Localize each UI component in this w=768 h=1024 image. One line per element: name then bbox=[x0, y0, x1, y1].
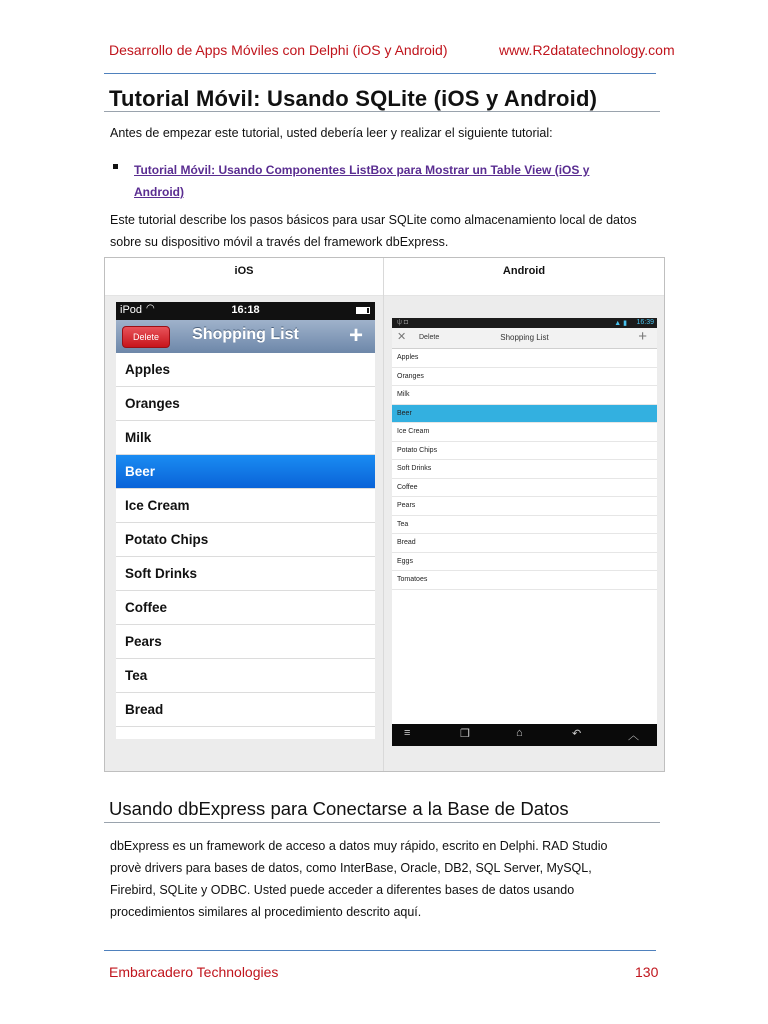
ios-list-item[interactable]: Milk bbox=[116, 421, 375, 455]
title-underline bbox=[104, 111, 660, 112]
ios-screen bbox=[116, 302, 375, 739]
android-column-label: Android bbox=[502, 265, 546, 277]
android-status-bar bbox=[392, 318, 657, 328]
ios-list-item[interactable]: Apples bbox=[116, 353, 375, 387]
ios-status-bar bbox=[116, 302, 375, 320]
footer-page-number: 130 bbox=[635, 964, 659, 980]
description-line-1: Este tutorial describe los pasos básicos para usar SQLite como almacenamiento local de datos bbox=[110, 213, 637, 227]
chevron-up-icon[interactable]: ︿ bbox=[628, 730, 639, 742]
ios-list-item[interactable]: Beer bbox=[116, 455, 375, 489]
android-list-item[interactable]: Tomatoes bbox=[392, 571, 657, 590]
usb-icon: ψ ◘ bbox=[397, 319, 409, 326]
prereq-tutorial-link[interactable] bbox=[134, 159, 654, 203]
ios-nav-title: Shopping List bbox=[192, 326, 299, 343]
android-list-item[interactable]: Coffee bbox=[392, 479, 657, 498]
wifi-icon: ◠ bbox=[146, 303, 155, 314]
android-list bbox=[392, 349, 657, 590]
close-icon[interactable]: ✕ bbox=[397, 331, 407, 343]
ios-delete-button[interactable]: Delete bbox=[122, 326, 170, 348]
android-list-item[interactable]: Milk bbox=[392, 386, 657, 405]
body-line-1: dbExpress es un framework de acceso a datos muy rápido, escrito en Delphi. RAD Studio bbox=[110, 839, 608, 853]
intro-paragraph: Antes de empezar este tutorial, usted debería leer y realizar el siguiente tutorial: bbox=[110, 126, 553, 140]
ios-list-item[interactable]: Coffee bbox=[116, 591, 375, 625]
section-underline bbox=[104, 822, 660, 823]
ios-list-item[interactable]: Bread bbox=[116, 693, 375, 727]
body-line-4: procedimientos similares al procedimiento descrito aquí. bbox=[110, 905, 422, 919]
prereq-link-line2: Android) bbox=[134, 185, 184, 199]
android-delete-button[interactable]: Delete bbox=[419, 334, 440, 341]
body-line-2: provè drivers para bases de datos, como InterBase, Oracle, DB2, SQL Server, MySQL, bbox=[110, 861, 592, 875]
android-add-button[interactable]: + bbox=[638, 328, 647, 345]
android-screen bbox=[392, 318, 657, 746]
page-title: Tutorial Móvil: Usando SQLite (iOS y Android) bbox=[109, 86, 598, 111]
android-title: Shopping List bbox=[500, 333, 549, 342]
android-action-bar bbox=[392, 328, 657, 349]
android-time: 16:39 bbox=[636, 319, 654, 326]
android-list-item[interactable]: Pears bbox=[392, 497, 657, 516]
home-icon[interactable]: ⌂ bbox=[516, 727, 523, 739]
prereq-link-line1: Tutorial Móvil: Usando Componentes ListBox para Mostrar un Table View (iOS y bbox=[134, 163, 590, 177]
android-list-item[interactable]: Beer bbox=[392, 405, 657, 424]
section-heading: Usando dbExpress para Conectarse a la Base de Datos bbox=[109, 798, 569, 819]
android-list-item[interactable]: Bread bbox=[392, 534, 657, 553]
android-list-item[interactable]: Eggs bbox=[392, 553, 657, 572]
android-list-item[interactable]: Potato Chips bbox=[392, 442, 657, 461]
ios-time: 16:18 bbox=[231, 304, 260, 316]
ios-list-item[interactable]: Soft Drinks bbox=[116, 557, 375, 591]
figure-column-divider bbox=[383, 258, 384, 771]
footer-rule bbox=[104, 950, 656, 951]
ios-list bbox=[116, 353, 375, 727]
ios-list-item[interactable]: Tea bbox=[116, 659, 375, 693]
footer-company: Embarcadero Technologies bbox=[109, 964, 279, 980]
ios-carrier: iPod bbox=[120, 304, 143, 316]
body-line-3: Firebird, SQLite y ODBC. Usted puede acceder a diferentes bases de datos usando bbox=[110, 883, 575, 897]
battery-icon bbox=[356, 307, 370, 314]
android-nav-bar bbox=[392, 724, 657, 746]
ios-list-item[interactable]: Oranges bbox=[116, 387, 375, 421]
menu-icon[interactable]: ≡ bbox=[404, 727, 411, 739]
android-list-item[interactable]: Apples bbox=[392, 349, 657, 368]
header-website: www.R2datatechnology.com bbox=[499, 42, 675, 58]
ios-list-item[interactable]: Potato Chips bbox=[116, 523, 375, 557]
android-list-item[interactable]: Soft Drinks bbox=[392, 460, 657, 479]
ios-nav-bar bbox=[116, 320, 375, 353]
signal-icon: ▲ ▮ bbox=[614, 320, 627, 327]
header-book-title: Desarrollo de Apps Móviles con Delphi (iOS y Android) bbox=[109, 42, 448, 58]
description-line-2: sobre su dispositivo móvil a través del framework dbExpress. bbox=[110, 235, 449, 249]
android-list-item[interactable]: Oranges bbox=[392, 368, 657, 387]
header-rule bbox=[104, 73, 656, 74]
ios-column-label: iOS bbox=[234, 265, 254, 277]
bullet-icon bbox=[113, 164, 118, 169]
screenshot-figure bbox=[104, 257, 665, 772]
ios-list-item[interactable]: Ice Cream bbox=[116, 489, 375, 523]
ios-add-button[interactable]: + bbox=[348, 322, 363, 349]
ios-list-item[interactable]: Pears bbox=[116, 625, 375, 659]
back-icon[interactable]: ↶ bbox=[572, 728, 582, 740]
android-list-item[interactable]: Ice Cream bbox=[392, 423, 657, 442]
recent-apps-icon[interactable]: ❐ bbox=[460, 728, 470, 740]
android-list-item[interactable]: Tea bbox=[392, 516, 657, 535]
